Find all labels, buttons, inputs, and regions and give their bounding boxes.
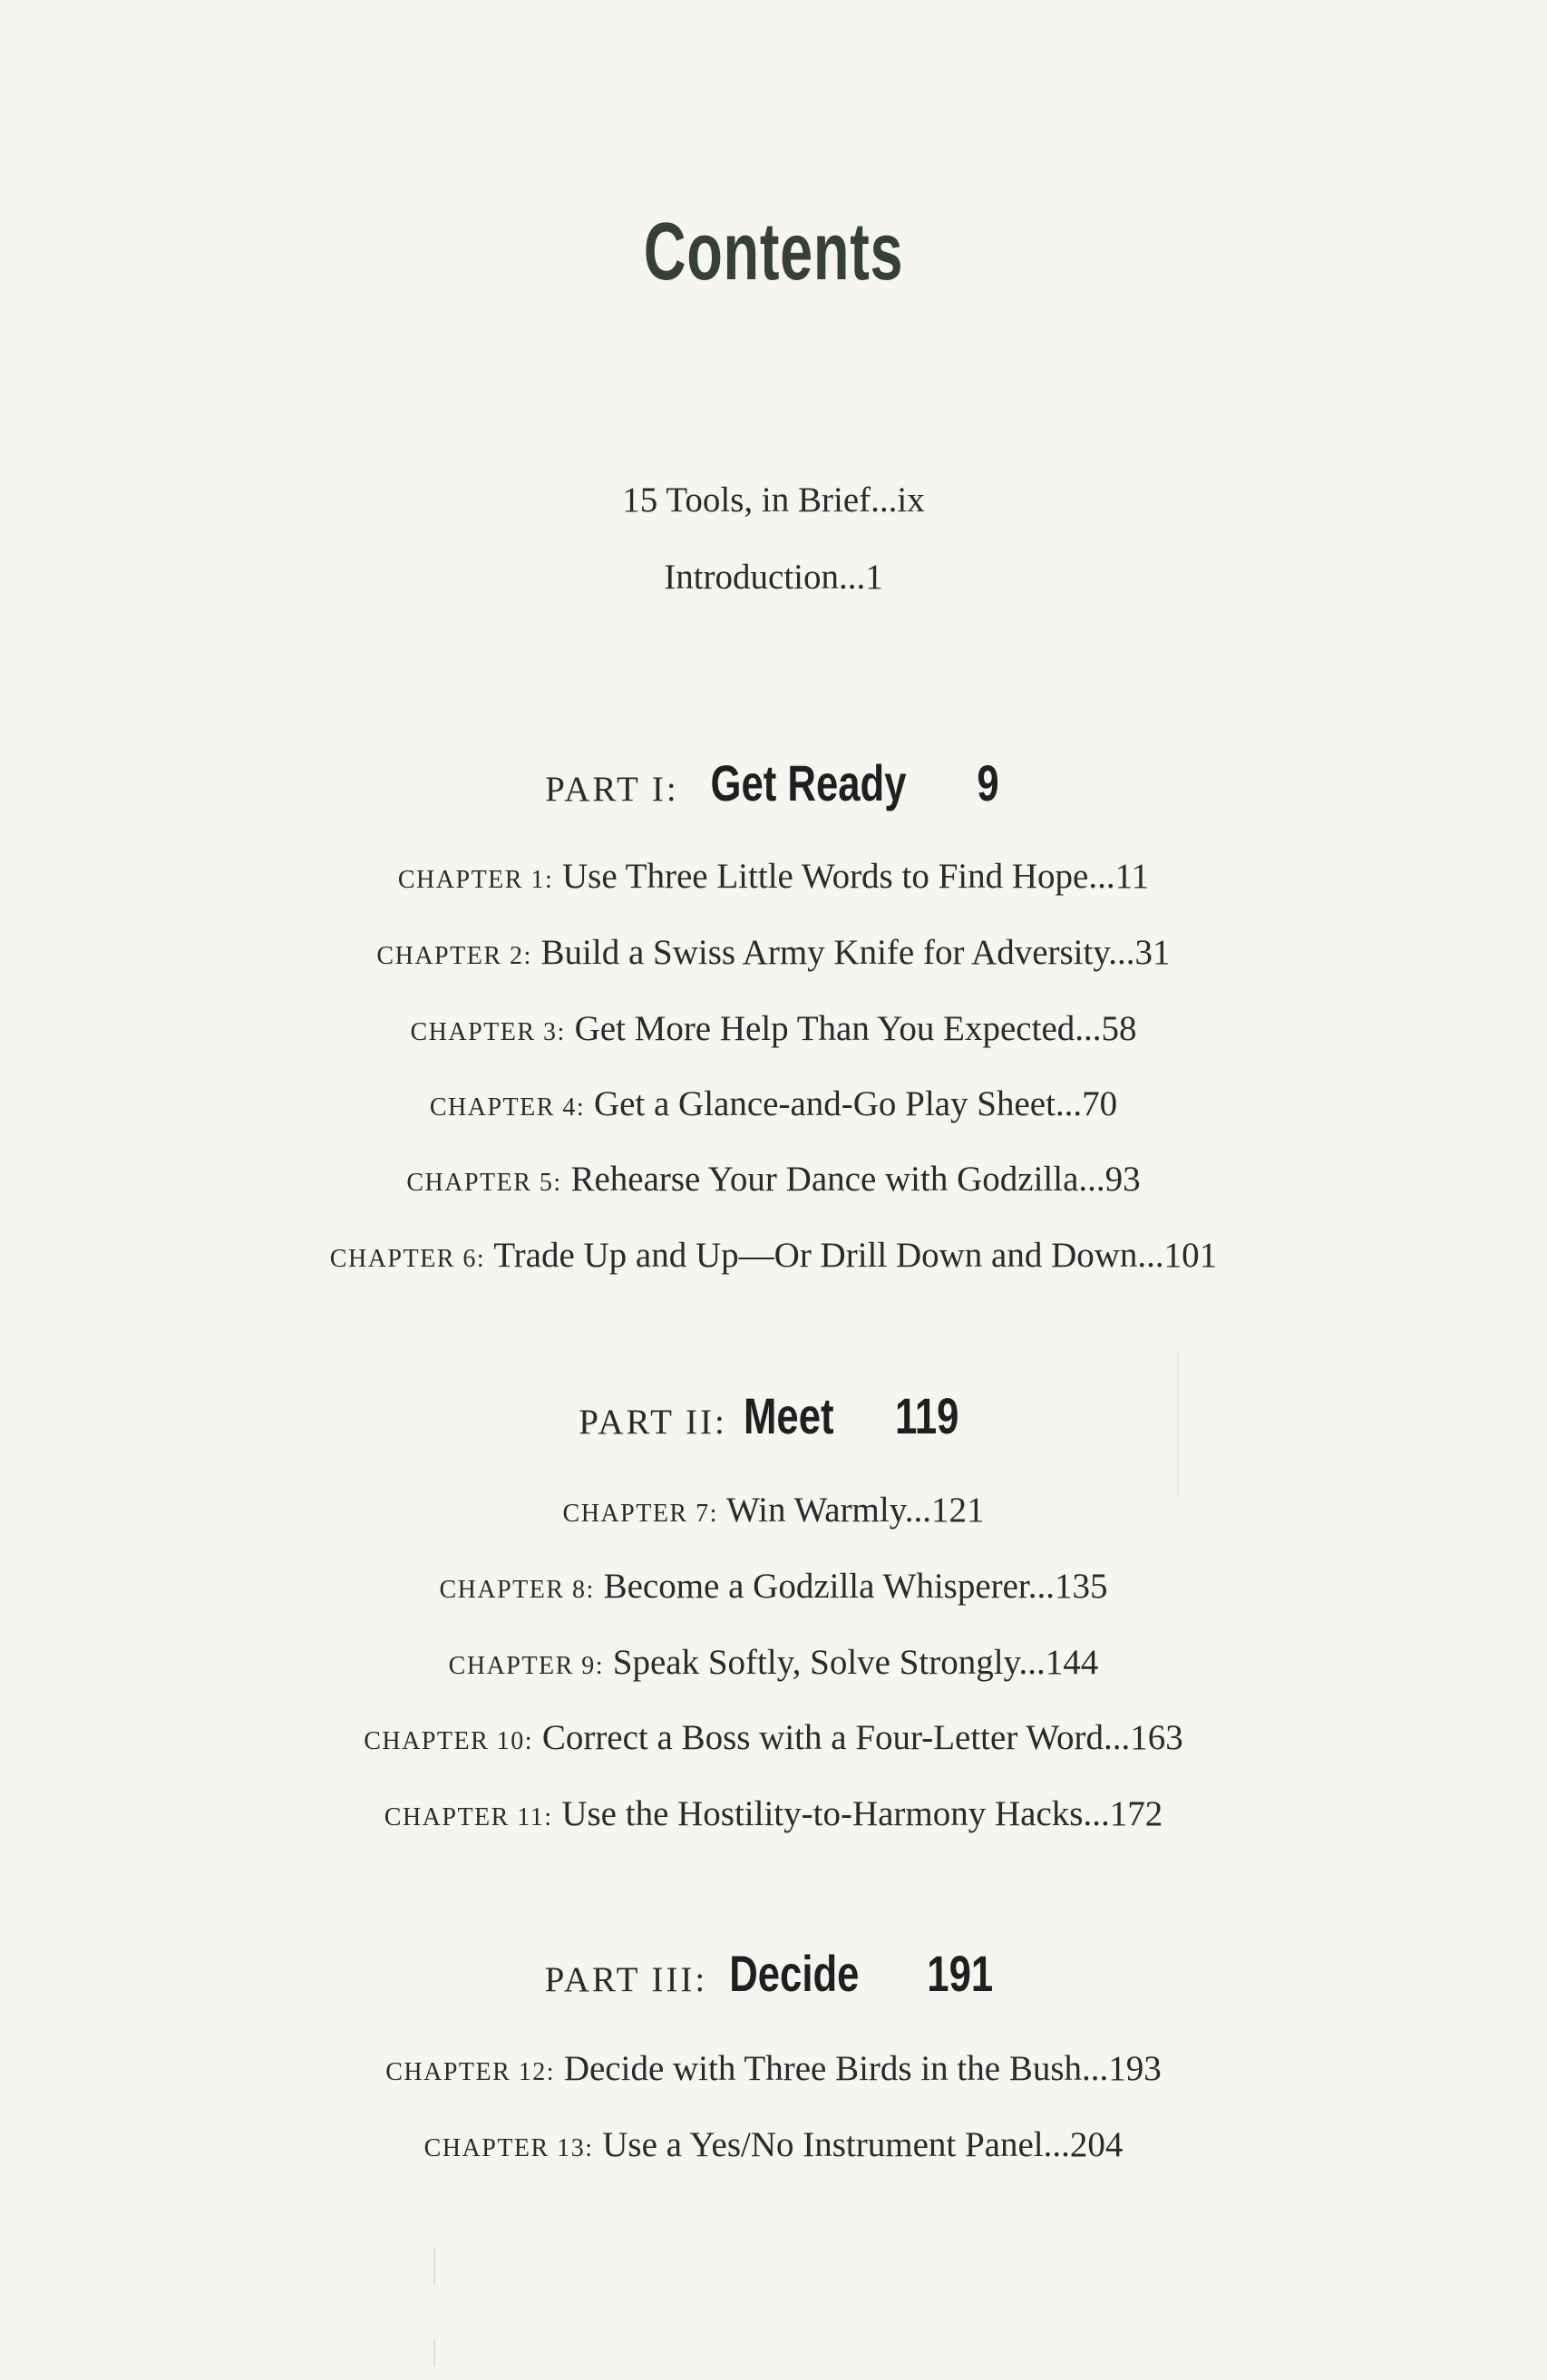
chapter-title: Build a Swiss Army Knife for Adversity...31 [540, 933, 1171, 972]
part-page-number: 119 [895, 1387, 959, 1444]
scan-artifact [433, 2249, 435, 2285]
chapter-label: CHAPTER 11: [384, 1803, 553, 1831]
chapter-title: Trade Up and Up—Or Drill Down and Down...101 [493, 1236, 1218, 1275]
chapter-entry[interactable] [0, 2046, 1547, 2095]
chapter-title: Get More Help Than You Expected...58 [574, 1009, 1137, 1048]
part-page-number: 9 [977, 754, 999, 811]
chapter-label: CHAPTER 3: [410, 1018, 566, 1046]
chapter-label: CHAPTER 2: [376, 942, 532, 970]
part-page-number: 191 [927, 1945, 994, 2002]
part-name: Meet [743, 1387, 834, 1444]
chapter-label: CHAPTER 10: [364, 1727, 534, 1755]
chapter-title: Become a Godzilla Whisperer...135 [603, 1567, 1108, 1606]
front-matter-item[interactable] [0, 478, 1547, 523]
chapter-entry[interactable] [0, 1157, 1547, 1206]
chapter-label: CHAPTER 6: [329, 1245, 486, 1273]
scan-artifact [433, 2339, 435, 2366]
chapter-entry[interactable] [0, 1564, 1547, 1613]
chapter-title: Use the Hostility-to-Harmony Hacks...172 [561, 1794, 1163, 1833]
chapter-label: CHAPTER 5: [406, 1169, 562, 1197]
chapter-entry[interactable] [0, 930, 1547, 979]
chapter-entry[interactable] [0, 1233, 1547, 1282]
scan-artifact [1177, 1351, 1179, 1496]
chapter-label: CHAPTER 7: [562, 1500, 718, 1528]
chapter-title: Rehearse Your Dance with Godzilla...93 [570, 1160, 1141, 1199]
part-heading [0, 747, 1547, 833]
chapter-entry[interactable] [0, 854, 1547, 903]
chapter-label: CHAPTER 1: [397, 866, 554, 894]
chapter-title: Get a Glance-and-Go Play Sheet...70 [593, 1084, 1118, 1123]
part-name: Decide [729, 1945, 860, 2002]
chapter-title: Use Three Little Words to Find Hope...11 [561, 857, 1150, 896]
page-title: Contents [643, 207, 904, 297]
front-matter-text: Introduction...1 [664, 558, 883, 597]
part-heading [0, 1938, 1547, 2024]
front-matter-text: 15 Tools, in Brief...ix [622, 481, 925, 520]
chapter-label: CHAPTER 12: [385, 2058, 556, 2086]
chapter-title: Win Warmly...121 [725, 1491, 985, 1530]
chapter-title: Correct a Boss with a Four-Letter Word...163 [541, 1718, 1183, 1757]
front-matter-item[interactable] [0, 555, 1547, 600]
chapter-entry[interactable] [0, 1082, 1547, 1131]
chapter-entry[interactable] [0, 1006, 1547, 1055]
part-label: PART I: [545, 770, 679, 809]
chapter-label: CHAPTER 8: [439, 1576, 595, 1604]
part-heading [0, 1380, 1547, 1466]
part-label: PART III: [544, 1960, 708, 1999]
chapter-label: CHAPTER 4: [429, 1093, 586, 1122]
chapter-entry[interactable] [0, 1792, 1547, 1841]
chapter-label: CHAPTER 9: [448, 1652, 605, 1680]
part-label: PART II: [579, 1403, 727, 1442]
chapter-title: Use a Yes/No Instrument Panel...204 [602, 2125, 1124, 2164]
chapter-entry[interactable] [0, 1488, 1547, 1537]
chapter-entry[interactable] [0, 1715, 1547, 1764]
part-name: Get Ready [710, 754, 907, 811]
chapter-entry[interactable] [0, 1640, 1547, 1689]
chapter-title: Speak Softly, Solve Strongly...144 [612, 1643, 1099, 1682]
chapter-title: Decide with Three Birds in the Bush...193 [563, 2049, 1162, 2088]
chapter-entry[interactable] [0, 2123, 1547, 2171]
chapter-label: CHAPTER 13: [423, 2134, 594, 2162]
